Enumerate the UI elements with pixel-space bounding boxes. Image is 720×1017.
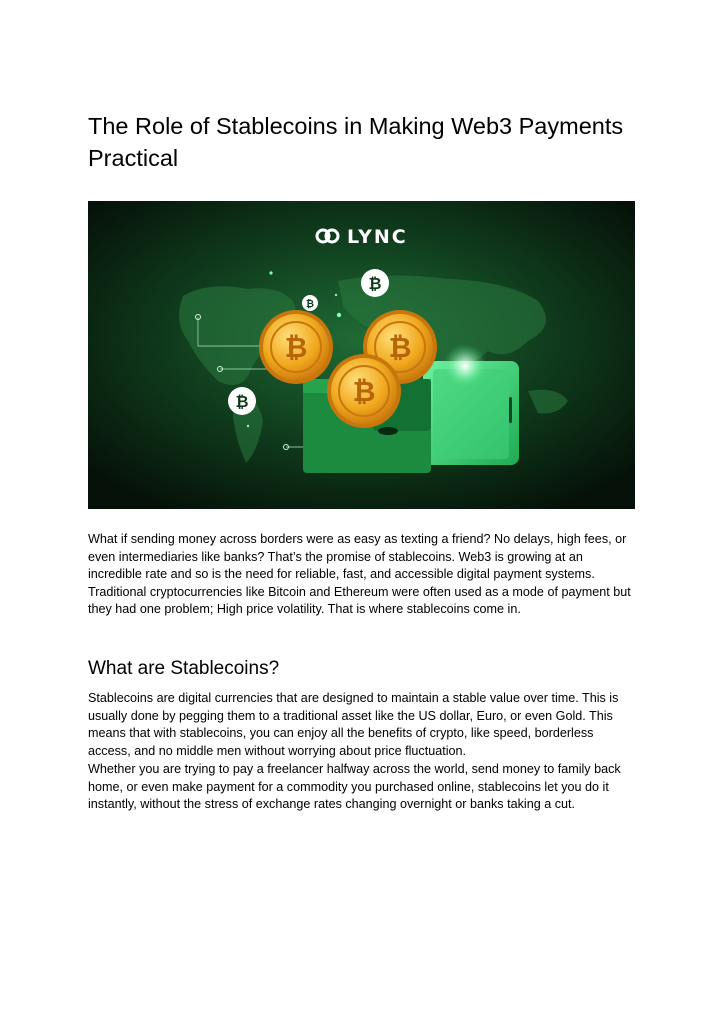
section-paragraph: Stablecoins are digital currencies that are designed to maintain a stable value over time. This is usually done by pegging them to a traditional asset like the US dollar, Euro, or even Gold. This means that with stablecoins, you can enjoy all the benefits of crypto, like speed, borderless access, and no middle men without worrying about price fluctuation. (88, 691, 619, 758)
section-heading: What are Stablecoins? (88, 658, 280, 679)
glow-flare (443, 344, 487, 388)
bitcoin-badge-icon (361, 269, 389, 297)
intro-paragraph: What if sending money across borders were as easy as texting a friend? No delays, high fees, or even intermediaries like banks? That’s the promise of stablecoins. Web3 is growing at an incredible rate and so is the need for reliable, fast, and accessible digital payment systems. Traditional cryptocurrencies like Bitcoin and Ethereum were often used as a mode of payment but they had one problem; High price volatility. That is where stablecoins come in. (88, 532, 631, 617)
svg-text:₿: ₿ (368, 274, 382, 293)
svg-text:₿: ₿ (305, 299, 315, 310)
svg-text:₿: ₿ (235, 392, 249, 411)
svg-text:LYNC: LYNC (347, 226, 408, 248)
svg-text:₿: ₿ (388, 331, 412, 364)
svg-text:₿: ₿ (352, 375, 376, 408)
section-paragraph: Whether you are trying to pay a freelancer halfway across the world, send money to family back home, or even make payment for a commodity you purchased online, stablecoins let you do it instantly, without the stress of exchange rates changing overnight or banks taking a cut. (88, 762, 621, 812)
hero-image (88, 201, 635, 509)
coin-large-1 (259, 310, 333, 384)
bitcoin-badge-small-icon (302, 295, 318, 311)
bitcoin-badge-left-icon (228, 387, 256, 415)
coin-large-3 (327, 354, 401, 428)
svg-text:₿: ₿ (284, 331, 308, 364)
document-title: The Role of Stablecoins in Making Web3 Payments Practical (88, 113, 624, 171)
